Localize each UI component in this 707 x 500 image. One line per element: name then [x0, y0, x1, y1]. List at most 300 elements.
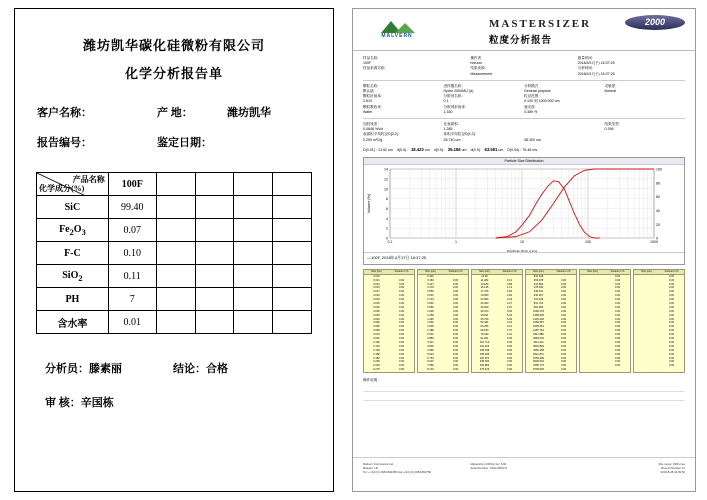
params-row-3-values: [363, 110, 685, 115]
table-cell: 1905.461: [533, 325, 544, 329]
table-cell: 0.14: [506, 278, 513, 282]
blank-cell: [195, 173, 234, 196]
table-cell: 0.00: [668, 278, 675, 282]
table-cell: 0.209: [373, 360, 380, 364]
result-table: [363, 269, 415, 373]
d010-unit: um: [424, 147, 430, 152]
result-table: [525, 269, 577, 373]
column-header: Volume In %: [394, 270, 409, 274]
dispersant-name-value: 0.1: [443, 99, 449, 104]
obscuration-value: 0.389 %: [524, 109, 538, 114]
table-cell: [580, 364, 605, 368]
report-header: [353, 9, 695, 51]
table-cell: 0.00: [614, 286, 621, 290]
table-cell: 0.00: [614, 337, 621, 341]
row-label: SiO$_2$: [37, 265, 109, 288]
table-cell: 4.97: [506, 305, 513, 309]
table-cell: 0.00: [614, 329, 621, 333]
analyst-value: 滕素丽: [89, 363, 122, 375]
table-cell: 1.259: [427, 313, 434, 317]
table-cell: 0.00: [614, 364, 621, 368]
table-cell: 0.00: [398, 278, 405, 282]
conclusion-value: 合格: [206, 363, 228, 375]
table-row: [472, 368, 522, 372]
table-row: [37, 219, 312, 242]
chemical-analysis-report: [14, 8, 334, 492]
table-cell: 6.607: [427, 360, 434, 364]
table-cell: 831.764: [533, 302, 544, 306]
table-cell: 2187.762: [533, 329, 544, 333]
table-cell: 0.36: [506, 337, 513, 341]
table-cell: 0.00: [452, 282, 459, 286]
table-cell: 0.035: [373, 309, 380, 313]
table-cell: 0.00: [614, 282, 621, 286]
table-cell: 0.00: [560, 348, 567, 352]
product-model: 100F: [108, 173, 156, 196]
table-cell: 0.00: [452, 352, 459, 356]
table-cell: 0.00: [668, 309, 675, 313]
table-cell: 0.275: [373, 368, 380, 372]
result-table: [579, 269, 631, 373]
svg-text:0: 0: [386, 236, 388, 241]
column-header: Volume In %: [556, 270, 571, 274]
model-badge: 2000: [625, 15, 685, 30]
table-cell: 3801.894: [533, 344, 544, 348]
table-cell: 0.479: [427, 286, 434, 290]
table-cell: 0.00: [398, 329, 405, 333]
reviewer-field: [45, 394, 173, 410]
specific-surface-value: 1.285: [443, 127, 453, 132]
malvern-logo: [371, 20, 423, 42]
conclusion-label: 结论：: [173, 363, 206, 375]
table-cell: 0.00: [560, 305, 567, 309]
result-table: [417, 269, 469, 373]
table-cell: 0.00: [398, 309, 405, 313]
table-cell: 3.802: [427, 344, 434, 348]
table-cell: 0.00: [398, 286, 405, 290]
table-cell: 5754.399: [533, 356, 544, 360]
table-cell: 0.00: [668, 294, 675, 298]
table-cell: 0.00: [452, 286, 459, 290]
table-cell: 0.00: [614, 352, 621, 356]
table-cell: 0.00: [398, 344, 405, 348]
table-cell: 0.00: [560, 321, 567, 325]
table-cell: 1258.925: [533, 313, 544, 317]
operator-notes: [353, 373, 695, 401]
d050-value: 35.156: [447, 146, 461, 152]
table-row: [364, 368, 414, 372]
svg-text:40: 40: [656, 209, 660, 214]
footer-left: [363, 462, 470, 475]
divider: [363, 80, 685, 81]
table-cell: 17.378: [480, 290, 489, 294]
table-cell: 5.04: [506, 317, 513, 321]
table-cell: 2511.886: [533, 333, 544, 337]
table-cell: 0.00: [668, 348, 675, 352]
table-cell: 104.713: [479, 340, 490, 344]
chart-plot-area: [364, 165, 684, 252]
table-cell: 0.00: [668, 282, 675, 286]
table-cell: 0.00: [668, 333, 675, 337]
table-cell: 1.01: [506, 333, 513, 337]
analysis-time-value: 2018/4/17(于) 16:37:25: [577, 71, 615, 76]
svg-text:100: 100: [585, 240, 591, 245]
table-cell: 0.00: [560, 337, 567, 341]
svg-text:Volume (%): Volume (%): [367, 193, 371, 214]
table-cell: 0.079: [373, 333, 380, 337]
specific-surface-label: 比表面积：: [443, 122, 462, 127]
svg-text:80: 80: [656, 181, 660, 186]
table-cell: 0.00: [614, 309, 621, 313]
table-cell: 0.00: [506, 352, 513, 356]
row-value: 7: [108, 288, 156, 311]
table-cell: 0.00: [560, 329, 567, 333]
row-label: $Fe_2O_3$: [37, 219, 109, 242]
table-cell: 0.040: [373, 313, 380, 317]
d32-unit-value: 0.209 m²/2g: [363, 137, 383, 142]
table-cell: 0.182: [373, 356, 380, 360]
sample-source-label: 样品来源名称：: [363, 66, 389, 71]
table-cell: 120.226: [479, 344, 490, 348]
table-cell: 5.44: [506, 313, 513, 317]
reviewer-row: [15, 394, 333, 410]
svg-text:100: 100: [656, 167, 662, 172]
table-cell: 0.00: [452, 333, 459, 337]
table-cell: 0.00: [452, 305, 459, 309]
table-cell: 0.00: [668, 302, 675, 306]
operator-notes-label: 操作说明：: [363, 378, 381, 383]
table-cell: 0.00: [398, 325, 405, 329]
table-cell: 0.00: [614, 294, 621, 298]
svg-text:1: 1: [455, 240, 457, 245]
analyst-field: [45, 360, 173, 376]
table-cell: 0.00: [506, 360, 513, 364]
svg-text:14: 14: [384, 167, 388, 172]
table-cell: 0.00: [668, 305, 675, 309]
table-cell: 0.00: [398, 360, 405, 364]
table-cell: 0.060: [373, 325, 380, 329]
table-cell: 79.433: [480, 333, 489, 337]
d090-value: 63.591: [484, 146, 498, 152]
row-value: 99.40: [108, 196, 156, 219]
table-cell: 7.586: [427, 364, 434, 368]
table-cell: 0.00: [506, 348, 513, 352]
particle-size-distribution-chart: [363, 157, 685, 265]
table-cell: 0.550: [427, 290, 434, 294]
column-header: Size (um): [587, 270, 598, 274]
table-cell: 0.026: [373, 302, 380, 306]
column-header: Size (um): [425, 270, 436, 274]
column-header: Size (um): [371, 270, 382, 274]
table-cell: 0.00: [560, 364, 567, 368]
table-cell: 0.00: [614, 344, 621, 348]
table-cell: 1659.587: [533, 321, 544, 325]
table-cell: 0.00: [452, 340, 459, 344]
table-cell: 0.00: [398, 317, 405, 321]
table-row: [580, 364, 630, 368]
table-cell: 0.120: [373, 344, 380, 348]
row-label: PH: [37, 288, 109, 311]
table-row: [37, 265, 312, 288]
table-cell: 0.00: [668, 364, 675, 368]
table-cell: 0.013: [373, 282, 380, 286]
row-value: 0.01: [108, 311, 156, 334]
table-cell: 1.14: [506, 286, 513, 290]
table-cell: 0.00: [668, 298, 675, 302]
table-cell: 5.012: [427, 352, 434, 356]
reviewer-value: 辛国栋: [80, 397, 114, 409]
table-cell: 0.00: [560, 298, 567, 302]
table-cell: 0.00: [668, 344, 675, 348]
operator-value: horizon: [470, 61, 483, 66]
table-cell: 0.00: [398, 340, 405, 344]
svg-text:20: 20: [656, 222, 660, 227]
table-cell: 0.015: [373, 286, 380, 290]
footer-filename: File name: 100F.mea: [658, 462, 685, 466]
sensitivity-value: Normal: [604, 89, 617, 94]
svg-text:10: 10: [384, 187, 388, 192]
table-cell: 1.445: [427, 317, 434, 321]
table-cell: 3311.311: [533, 340, 544, 344]
table-cell: 0.724: [427, 298, 434, 302]
table-cell: 0.00: [452, 329, 459, 333]
table-cell: 0.00: [668, 274, 675, 278]
table-cell: 0.00: [398, 364, 405, 368]
table-cell: 26.303: [480, 302, 489, 306]
table-cell: 0.00: [452, 356, 459, 360]
table-cell: 19.953: [480, 294, 489, 298]
company-title: 潍坊凯华碳化硅微粉有限公司: [82, 38, 265, 53]
sample-name-label: 样品名称：: [363, 56, 381, 60]
table-cell: 0.00: [506, 368, 513, 372]
blank-cell: [156, 173, 195, 196]
table-cell: 1445.440: [533, 317, 544, 321]
table-cell: 1.660: [427, 321, 434, 325]
sample-name-value: 100F: [363, 61, 372, 66]
table-cell: 0.00: [398, 290, 405, 294]
table-cell: 0.00: [398, 337, 405, 341]
blank-cell: [234, 173, 273, 196]
table-cell: 0.00: [452, 290, 459, 294]
size-range-label: 粒径范围：: [524, 94, 542, 99]
table-row: [526, 368, 576, 372]
table-cell: 2.884: [427, 337, 434, 341]
table-cell: 0.017: [373, 290, 380, 294]
report-no-row: [15, 134, 333, 150]
column-header: Size (um): [533, 270, 544, 274]
timestamp-column: [578, 56, 685, 77]
sampler-name-value: Hydro 2000MU (A): [443, 89, 474, 94]
table-cell: 0.00: [614, 333, 621, 337]
table-cell: 0.00: [452, 348, 459, 352]
table-cell: 0.00: [452, 278, 459, 282]
dispersant-ri-value: 1.330: [443, 109, 453, 114]
table-cell: 0.00: [398, 333, 405, 337]
report-footer: [353, 457, 695, 491]
table-cell: 724.436: [533, 298, 544, 302]
particle-absorption-value: Water: [363, 109, 373, 114]
table-cell: 10.00: [481, 274, 488, 278]
obscuration-label: 遮光度：: [524, 104, 539, 109]
table-cell: 0.00: [668, 313, 675, 317]
table-cell: 158.489: [479, 352, 490, 356]
table-cell: 0.00: [398, 321, 405, 325]
table-cell: 4.365: [427, 348, 434, 352]
table-cell: 0.069: [373, 329, 380, 333]
particle-absorption-label: 颗粒吸收率：: [363, 104, 385, 109]
mastersizer-branding: [489, 17, 685, 49]
table-cell: 0.00: [668, 286, 675, 290]
column-header: Size (um): [641, 270, 652, 274]
table-cell: 0.363: [427, 278, 434, 282]
table-cell: 275.423: [479, 368, 490, 372]
svg-text:0.1: 0.1: [387, 240, 393, 245]
table-header-row: [37, 173, 312, 196]
table-cell: 0.00: [614, 298, 621, 302]
analysis-time-label: 分析时间：: [577, 66, 596, 71]
measure-time-label: 测量时间：: [577, 56, 596, 60]
chart-legend: —100F, 2018年4月17日 16:37:25: [364, 252, 684, 264]
table-cell: 0.00: [614, 313, 621, 317]
table-cell: 8709.636: [533, 368, 544, 372]
table-cell: 0.00: [452, 360, 459, 364]
operator-column: [470, 56, 577, 77]
table-cell: 0.00: [560, 325, 567, 329]
footer-city: Malvern, UK: [363, 466, 379, 471]
footer-printed: 2018-8-28 16:09:52: [660, 470, 685, 475]
table-row: [37, 288, 312, 311]
table-cell: 0.00: [668, 356, 675, 360]
table-cell: 630.957: [533, 294, 544, 298]
table-cell: 0.00: [560, 290, 567, 294]
table-cell: 0.955: [427, 305, 434, 309]
column-header: Size (um): [479, 270, 490, 274]
svg-text:Particle Size (um): Particle Size (um): [507, 249, 537, 254]
footer-contact: Tel :+ (44) (0) 1684 892456 Fax:+(44) (0) 1684 892789: [363, 470, 431, 475]
metadata-block: [353, 51, 695, 145]
analyst-row: [15, 360, 333, 376]
weighted-residual-label: 加权残差：: [363, 122, 381, 127]
table-cell: 0.00: [560, 333, 567, 337]
table-cell: 91.201: [480, 337, 489, 341]
table-cell: 0.00: [614, 290, 621, 294]
table-cell: 4365.158: [533, 348, 544, 352]
dispersant-ri-label: 分散剂折射率：: [443, 104, 469, 109]
column-header: Volume In %: [664, 270, 679, 274]
table-cell: 2884.032: [533, 337, 544, 341]
footer-version: Mastersizer 2000 E Ver. 5.60: [470, 462, 507, 466]
d050-label: d(0.5)：: [433, 147, 447, 152]
operator-label: 操作者：: [470, 56, 485, 60]
table-cell: 0.00: [452, 309, 459, 313]
table-cell: 0.00: [668, 360, 675, 364]
table-cell: 39.811: [480, 313, 489, 317]
document-title: 化学分析报告单: [124, 66, 223, 81]
table-cell: 0.00: [398, 352, 405, 356]
column-header: Volume In %: [502, 270, 517, 274]
table-cell: 0.00: [614, 348, 621, 352]
table-cell: 0.00: [452, 313, 459, 317]
table-cell: 0.00: [560, 356, 567, 360]
sample-column: [363, 56, 470, 77]
table-cell: 4.22: [506, 321, 513, 325]
table-cell: 0.00: [668, 329, 675, 333]
header-split-cell: [37, 173, 109, 196]
footer-record: Record Number:13: [661, 466, 685, 471]
particle-ri-label: 颗粒折射率：: [363, 94, 385, 99]
table-cell: 0.00: [668, 352, 675, 356]
svg-text:6: 6: [386, 207, 388, 212]
table-cell: 0.00: [452, 298, 459, 302]
footer-serial: Serial Number : MAL1005172: [470, 466, 508, 471]
table-cell: 0.00: [452, 344, 459, 348]
d090-label: d(0.9)：: [470, 147, 484, 152]
percentiles-line: [353, 145, 695, 153]
table-cell: 0.030: [373, 305, 380, 309]
table-cell: 0.046: [373, 317, 380, 321]
d43-label: 体积平均粒径D[4,3]：: [443, 132, 479, 137]
column-header: Volume In %: [610, 270, 625, 274]
table-cell: 0.00: [506, 364, 513, 368]
table-cell: 0.010: [373, 274, 380, 278]
row-value: 0.10: [108, 242, 156, 265]
row-label: F-C: [37, 242, 109, 265]
svg-text:12: 12: [384, 177, 388, 182]
table-cell: 138.038: [479, 348, 490, 352]
composition-label: 化学成分(%): [39, 184, 85, 193]
table-cell: 0.00: [668, 337, 675, 341]
table-row: [634, 364, 684, 368]
table-cell: 316.228: [533, 274, 544, 278]
table-row: [37, 242, 312, 265]
reviewer-label: 审 核：: [45, 397, 81, 409]
result-source-label: 结果来源：: [470, 66, 489, 71]
table-cell: 0.00: [614, 317, 621, 321]
table-cell: 52.481: [480, 321, 489, 325]
mountain-icon: [371, 20, 423, 33]
table-cell: 0.832: [427, 302, 434, 306]
table-cell: 549.541: [533, 290, 544, 294]
table-cell: 0.00: [614, 302, 621, 306]
table-cell: 11.482: [480, 278, 489, 282]
table-cell: 1.97: [506, 329, 513, 333]
table-cell: 0.00: [560, 340, 567, 344]
table-cell: 0.00: [452, 337, 459, 341]
table-cell: 0.00: [398, 294, 405, 298]
table-cell: 0.00: [506, 344, 513, 348]
table-cell: 0.00: [452, 302, 459, 306]
table-cell: 2.60: [506, 294, 513, 298]
table-cell: 0.00: [614, 356, 621, 360]
table-cell: 478.630: [533, 286, 544, 290]
table-cell: 1096.478: [533, 309, 544, 313]
table-cell: 0.00: [452, 317, 459, 321]
measure-time-value: 2018/4/17(于) 16:37:25: [577, 61, 615, 66]
table-cell: 0.023: [373, 298, 380, 302]
table-cell: 0.052: [373, 321, 380, 325]
notes-line: [363, 383, 685, 392]
column-header: Volume In %: [448, 270, 463, 274]
table-cell: 69.183: [480, 329, 489, 333]
table-cell: 4.27: [506, 302, 513, 306]
table-cell: 30.200: [480, 305, 489, 309]
table-cell: 0.00: [560, 302, 567, 306]
table-cell: 5011.872: [533, 352, 544, 356]
table-cell: 1.905: [427, 325, 434, 329]
table-cell: 0.00: [560, 282, 567, 286]
table-cell: 0.00: [560, 360, 567, 364]
d010-value: 18.423: [410, 146, 424, 152]
